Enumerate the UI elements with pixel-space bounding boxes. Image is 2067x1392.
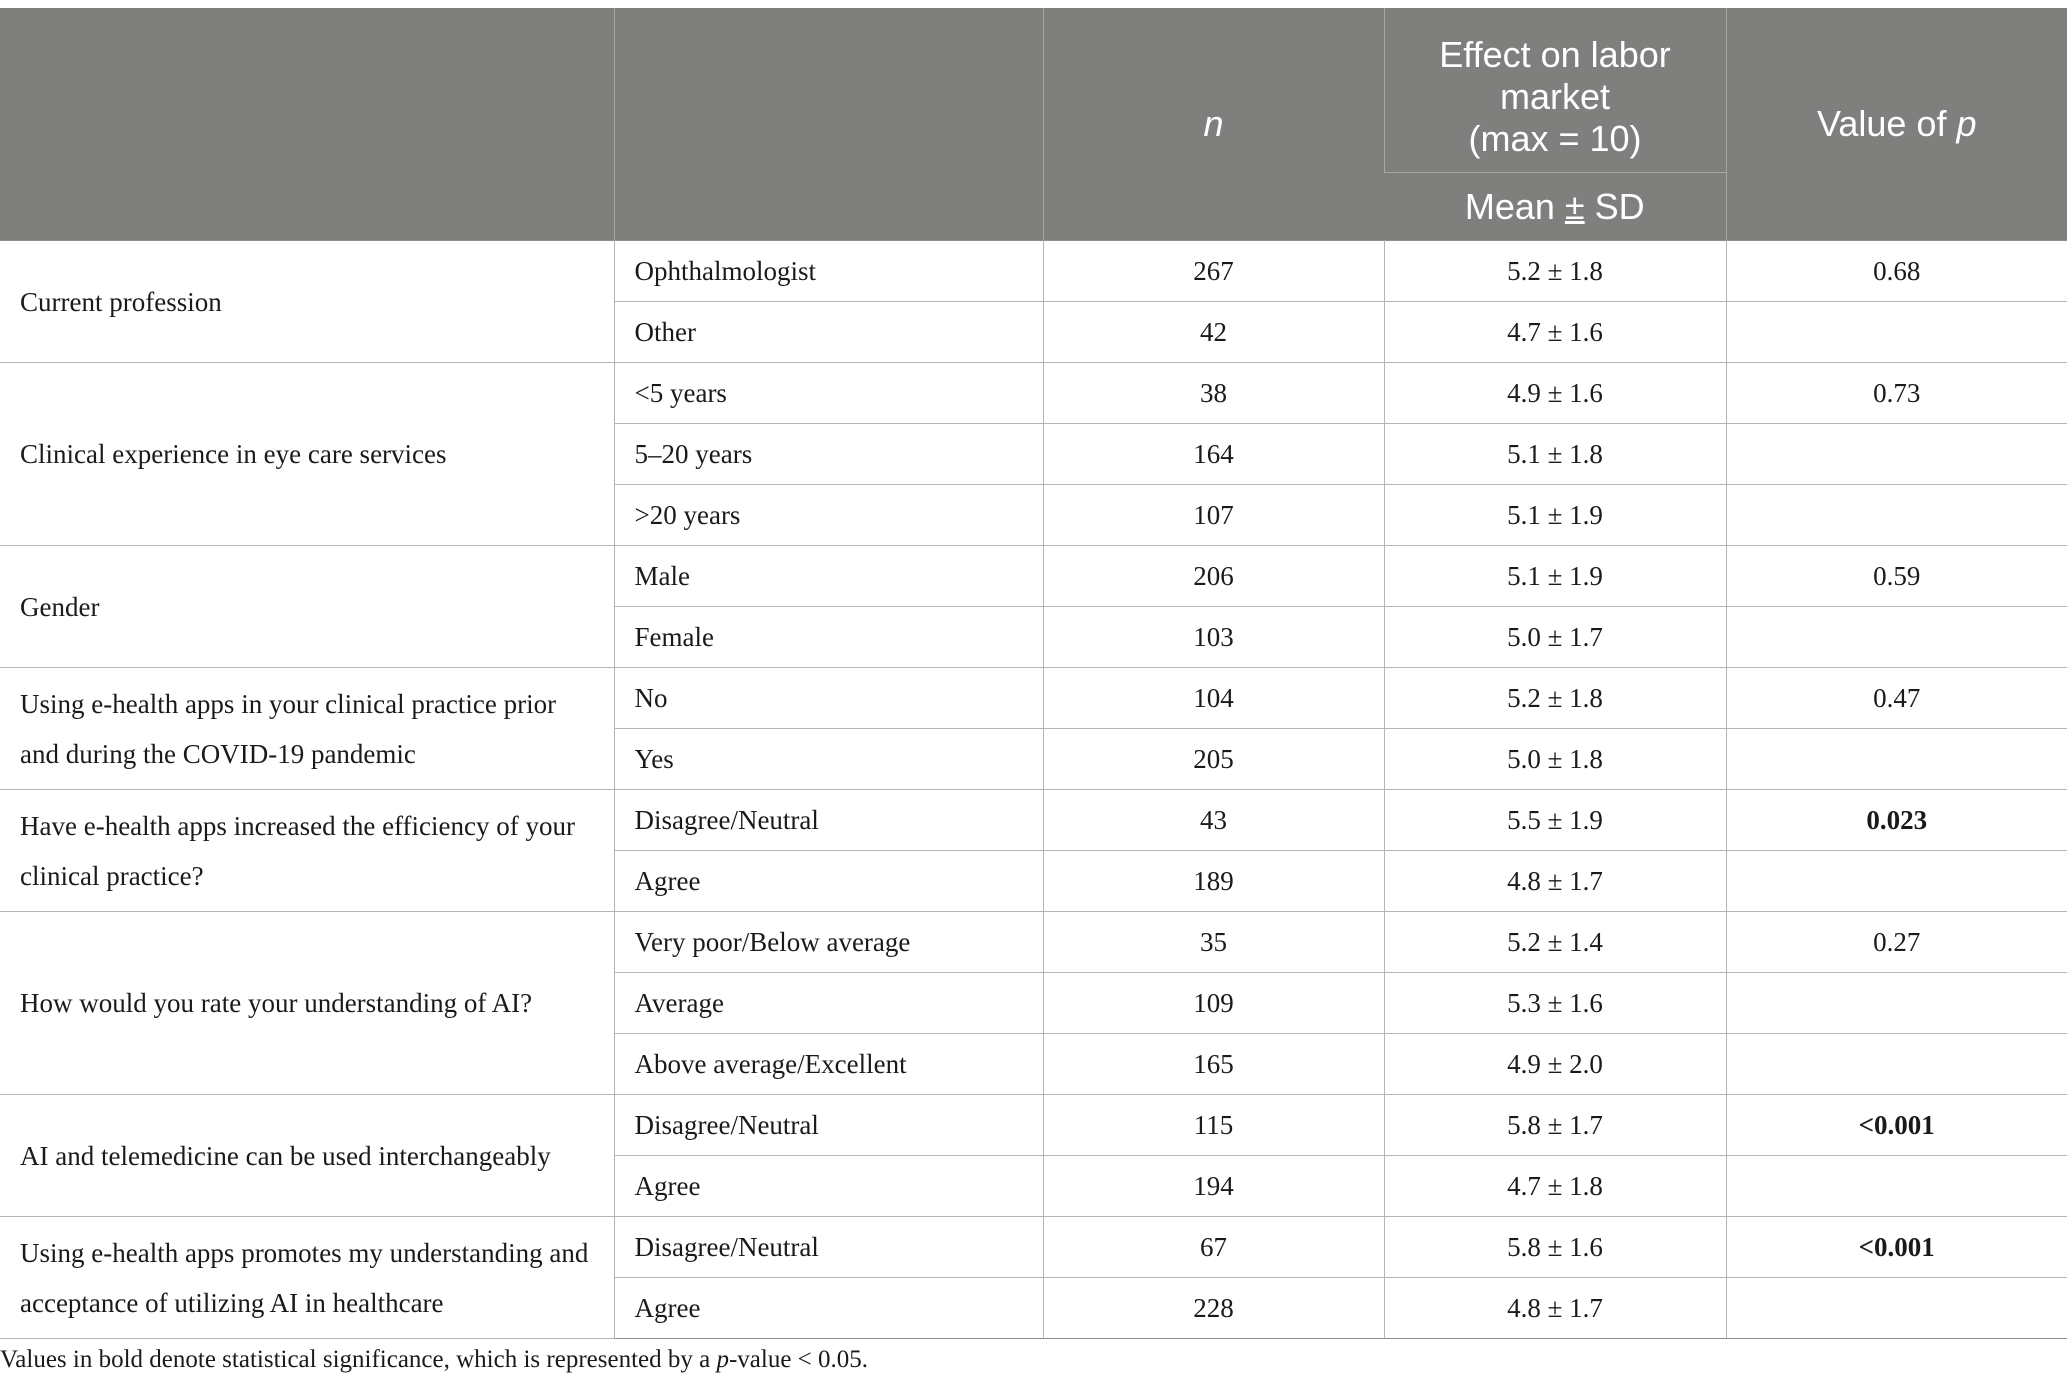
mean-sd-cell: 4.8 ± 1.7 [1384,1278,1726,1339]
category-cell: Disagree/Neutral [614,1217,1043,1278]
mean-sd-cell: 5.3 ± 1.6 [1384,973,1726,1034]
header-mean-sd [1384,173,1726,241]
mean-sd-cell: 4.7 ± 1.8 [1384,1156,1726,1217]
footnote-text-pre: Values in bold denote statistical significance, which is represented by a [0,1346,717,1373]
header-pvalue [1726,8,2067,241]
header-effect-line1: Effect on labor [1439,34,1671,75]
table-header [0,8,2067,241]
category-cell: Agree [614,851,1043,912]
category-cell: Agree [614,1156,1043,1217]
mean-sd-cell: 5.0 ± 1.7 [1384,607,1726,668]
mean-sd-cell: 5.1 ± 1.8 [1384,424,1726,485]
category-cell: Disagree/Neutral [614,790,1043,851]
n-cell: 165 [1043,1034,1384,1095]
p-value-cell [1726,1034,2067,1095]
p-value-cell [1726,1156,2067,1217]
variable-label: Current profession [0,241,614,363]
header-pvalue-p: p [1956,103,1977,144]
category-cell: Yes [614,729,1043,790]
category-cell: Agree [614,1278,1043,1339]
category-cell: Above average/Excellent [614,1034,1043,1095]
mean-sd-cell: 5.5 ± 1.9 [1384,790,1726,851]
header-effect-line2: market [1499,76,1611,117]
results-table-container [0,8,2067,1339]
n-cell: 42 [1043,302,1384,363]
n-cell: 189 [1043,851,1384,912]
table-row [0,241,2067,302]
n-cell: 107 [1043,485,1384,546]
mean-sd-cell: 5.8 ± 1.6 [1384,1217,1726,1278]
p-value-cell: <0.001 [1726,1095,2067,1156]
p-value-cell: 0.73 [1726,363,2067,424]
variable-label: Gender [0,546,614,668]
n-cell: 115 [1043,1095,1384,1156]
header-n [1043,8,1384,241]
n-cell: 43 [1043,790,1384,851]
p-value-cell: 0.27 [1726,912,2067,973]
header-sd-text: SD [1584,185,1645,227]
table-body [0,241,2067,1339]
mean-sd-cell: 4.9 ± 1.6 [1384,363,1726,424]
header-mean-text: Mean [1464,185,1565,227]
n-cell: 267 [1043,241,1384,302]
category-cell: Ophthalmologist [614,241,1043,302]
p-value-cell: <0.001 [1726,1217,2067,1278]
table-row [0,363,2067,424]
p-value-cell [1726,973,2067,1034]
n-cell: 103 [1043,607,1384,668]
mean-sd-cell: 5.1 ± 1.9 [1384,485,1726,546]
p-value-cell [1726,607,2067,668]
mean-sd-cell: 5.0 ± 1.8 [1384,729,1726,790]
table-row [0,790,2067,851]
mean-sd-cell: 4.9 ± 2.0 [1384,1034,1726,1095]
mean-sd-cell: 5.2 ± 1.8 [1384,668,1726,729]
category-cell: >20 years [614,485,1043,546]
n-cell: 35 [1043,912,1384,973]
header-variable [0,8,614,241]
table-row [0,668,2067,729]
n-cell: 206 [1043,546,1384,607]
category-cell: Male [614,546,1043,607]
variable-label: Have e-health apps increased the efficiency of your clinical practice? [0,790,614,912]
mean-sd-cell: 5.1 ± 1.9 [1384,546,1726,607]
n-cell: 164 [1043,424,1384,485]
table-row [0,912,2067,973]
header-pvalue-text: Value of [1817,103,1957,144]
n-cell: 205 [1043,729,1384,790]
category-cell: Disagree/Neutral [614,1095,1043,1156]
variable-label: Using e-health apps in your clinical practice prior and during the COVID-19 pandemic [0,668,614,790]
mean-sd-cell: 4.8 ± 1.7 [1384,851,1726,912]
n-cell: 194 [1043,1156,1384,1217]
table-row [0,1095,2067,1156]
variable-label: Clinical experience in eye care services [0,363,614,546]
p-value-cell: 0.47 [1726,668,2067,729]
n-cell: 109 [1043,973,1384,1034]
n-cell: 228 [1043,1278,1384,1339]
header-effect-line3: (max = 10) [1468,118,1642,159]
n-cell: 67 [1043,1217,1384,1278]
header-pm-symbol: ± [1564,185,1585,227]
p-value-cell [1726,851,2067,912]
mean-sd-cell: 5.2 ± 1.4 [1384,912,1726,973]
p-value-cell [1726,1278,2067,1339]
p-value-cell [1726,302,2067,363]
table-row [0,546,2067,607]
mean-sd-cell: 5.8 ± 1.7 [1384,1095,1726,1156]
p-value-cell [1726,485,2067,546]
header-effect [1384,8,1726,173]
n-cell: 104 [1043,668,1384,729]
category-cell: <5 years [614,363,1043,424]
header-n-label: n [1203,103,1224,144]
category-cell: Average [614,973,1043,1034]
category-cell: Very poor/Below average [614,912,1043,973]
category-cell: No [614,668,1043,729]
variable-label: AI and telemedicine can be used interchangeably [0,1095,614,1217]
category-cell: Other [614,302,1043,363]
p-value-cell [1726,729,2067,790]
footnote-text-post: -value < 0.05. [728,1346,869,1373]
n-cell: 38 [1043,363,1384,424]
p-value-cell: 0.59 [1726,546,2067,607]
variable-label: How would you rate your understanding of AI? [0,912,614,1095]
category-cell: Female [614,607,1043,668]
results-table [0,8,2067,1339]
footnote-p: p [716,1346,729,1373]
table-row [0,1217,2067,1278]
mean-sd-cell: 4.7 ± 1.6 [1384,302,1726,363]
mean-sd-cell: 5.2 ± 1.8 [1384,241,1726,302]
header-category [614,8,1043,241]
variable-label: Using e-health apps promotes my understanding and acceptance of utilizing AI in healthcare [0,1217,614,1339]
table-footnote [0,1346,868,1374]
category-cell: 5–20 years [614,424,1043,485]
p-value-cell [1726,424,2067,485]
p-value-cell: 0.023 [1726,790,2067,851]
p-value-cell: 0.68 [1726,241,2067,302]
